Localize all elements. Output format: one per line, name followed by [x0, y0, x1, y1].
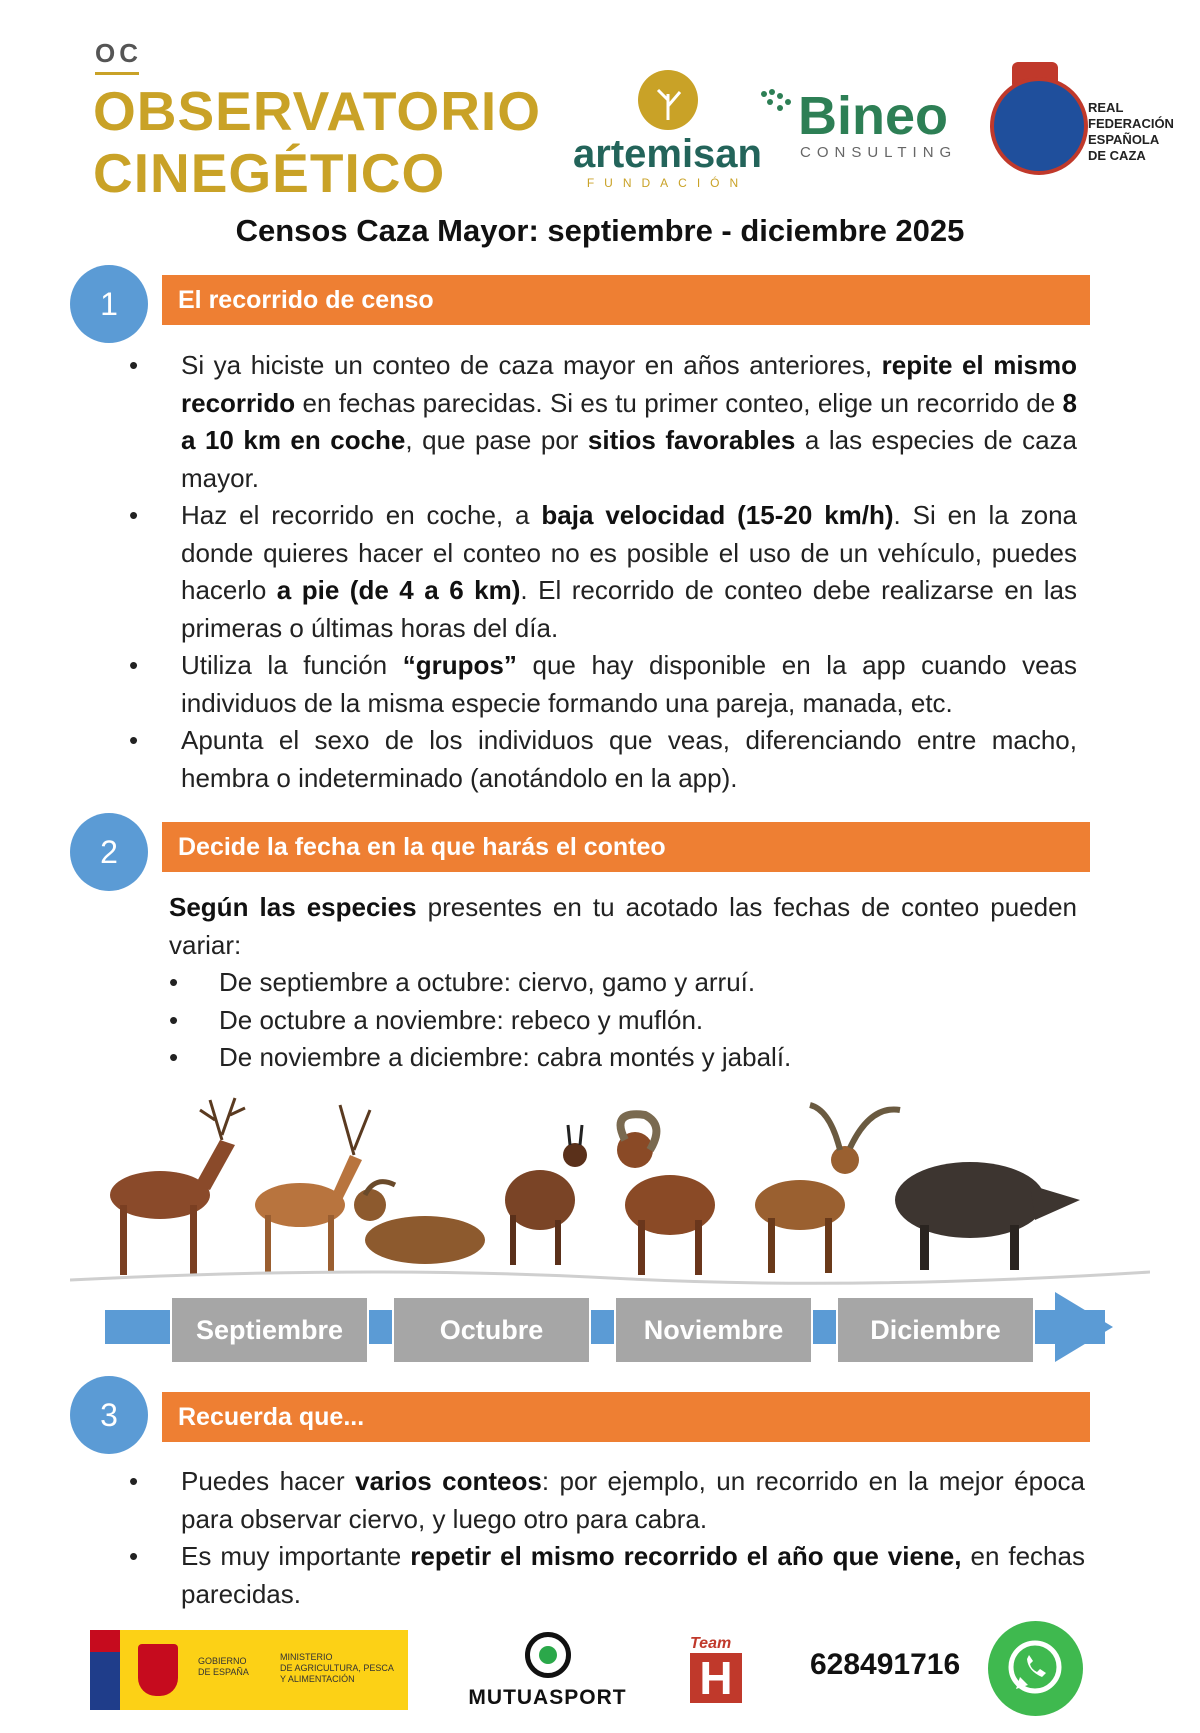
logo-line-2: CINEGÉTICO: [93, 142, 446, 204]
section-heading-2: Decide la fecha en la que harás el conteo: [162, 822, 1090, 872]
list-item: • Es muy importante repetir el mismo recorrido el año que viene, en fechas parecidas.: [181, 1538, 1085, 1613]
gobierno-espana-logo: [90, 1630, 408, 1710]
hornady-h-icon: H: [690, 1653, 742, 1703]
bullet: •: [129, 1541, 139, 1571]
mouflon-icon: [617, 1114, 715, 1275]
rfec-seal-icon: [990, 77, 1088, 175]
bullet: •: [129, 500, 139, 530]
list-item: • Haz el recorrido en coche, a baja velocidad (15-20 km/h). Si en la zona donde quieres hacer el conteo no es posible el uso de un vehículo, puedes hacerlo a pie (de 4 a 6 km). El recorrido de conteo debe realizarse en las primeras o últimas horas del día.: [181, 497, 1077, 647]
list-item: • Utiliza la función “grupos” que hay disponible en la app cuando veas individuos de la misma especie formando una pareja, manada, etc.: [181, 647, 1077, 722]
bullet: •: [129, 725, 139, 755]
section-number-2: 2: [70, 813, 148, 891]
ministerio-text: MINISTERIO DE AGRICULTURA, PESCA Y ALIMENTACIÓN: [280, 1652, 394, 1684]
section-2-body: [169, 889, 1077, 1077]
timeline-month-diciembre: Diciembre: [836, 1296, 1035, 1364]
phone-number[interactable]: 628491716: [810, 1648, 961, 1681]
logo-line-1: OBSERVATORIO: [93, 80, 541, 142]
timeline-month-octubre: Octubre: [392, 1296, 591, 1364]
rfec-line: ESPAÑOLA: [1088, 132, 1160, 147]
section-number-1: 1: [70, 265, 148, 343]
game-animals-illustration: [70, 1090, 1150, 1290]
eu-flag-icon: [90, 1630, 120, 1710]
list-item: • Puedes hacer varios conteos: por ejemplo, un recorrido en la mejor época para observar ciervo, y luego otro para cabra.: [181, 1463, 1085, 1538]
rfec-line: FEDERACIÓN: [1088, 116, 1174, 131]
bineo-logo: [770, 88, 970, 168]
hornady-logo: [690, 1635, 758, 1715]
whatsapp-icon[interactable]: [988, 1621, 1083, 1716]
bullet: •: [129, 1466, 139, 1496]
bullet: •: [129, 650, 139, 680]
wild-boar-icon: [895, 1162, 1080, 1270]
ibex-icon: [755, 1105, 900, 1273]
rfec-line: DE CAZA: [1088, 148, 1146, 163]
timeline-month-septiembre: Septiembre: [170, 1296, 369, 1364]
section-2-intro: Según las especies presentes en tu acotado las fechas de conteo pueden variar:: [169, 892, 1077, 960]
section-3-body: [129, 1463, 1085, 1613]
oc-underline: [95, 72, 139, 75]
list-item: • Si ya hiciste un conteo de caza mayor en años anteriores, repite el mismo recorrido en fechas parecidas. Si es tu primer conteo, elige un recorrido de 8 a 10 km en coche, que pase por sitios favorables a las especies de caza mayor.: [181, 347, 1077, 497]
list-item: • De septiembre a octubre: ciervo, gamo y arruí.: [219, 964, 1077, 1002]
bineo-name: Bineo: [798, 86, 949, 146]
barbary-sheep-icon: [354, 1182, 485, 1264]
fallow-deer-icon: [255, 1105, 370, 1273]
bullet: •: [169, 1004, 179, 1035]
mutuasport-logo: [465, 1632, 630, 1710]
list-item: • Apunta el sexo de los individuos que veas, diferenciando entre macho, hembra o indeterminado (anotándolo en la app).: [181, 722, 1077, 797]
observatorio-logo-text: [93, 80, 541, 204]
artemisan-subtitle: FUNDACIÓN: [586, 176, 749, 190]
timeline-month-noviembre: Noviembre: [614, 1296, 813, 1364]
hornady-team-text: Team: [690, 1635, 732, 1652]
artemisan-name: artemisan: [573, 132, 762, 176]
artemisan-leaf-icon: [638, 70, 698, 130]
rfec-name: [1088, 100, 1198, 164]
bullet: •: [129, 350, 139, 380]
section-heading-1: El recorrido de censo: [162, 275, 1090, 325]
mutuasport-target-icon: [525, 1632, 571, 1678]
red-deer-icon: [110, 1098, 245, 1275]
chamois-icon: [505, 1125, 587, 1265]
page-title: Censos Caza Mayor: septiembre - diciembre 2025: [235, 213, 965, 248]
section-number-3: 3: [70, 1376, 148, 1454]
rfec-line: REAL: [1088, 100, 1124, 115]
bineo-dots-icon: [760, 88, 800, 118]
rfec-logo: [990, 62, 1190, 177]
bullet: •: [169, 1042, 179, 1072]
list-item: • De noviembre a diciembre: cabra montés y jabalí.: [219, 1039, 1077, 1077]
list-item: • De octubre a noviembre: rebeco y muflón.: [219, 1002, 1077, 1040]
section-1-body: [129, 347, 1078, 797]
artemisan-logo: [560, 70, 775, 190]
coat-of-arms-icon: [138, 1644, 178, 1696]
bineo-subtitle: CONSULTING: [800, 144, 958, 161]
timeline-arrow-icon: [1055, 1292, 1113, 1362]
section-heading-3: Recuerda que...: [162, 1392, 1090, 1442]
bullet: •: [169, 967, 179, 997]
mutuasport-name: MUTUASPORT: [468, 1686, 627, 1709]
gobierno-text: GOBIERNO DE ESPAÑA: [198, 1656, 249, 1677]
oc-mark: OC: [95, 38, 142, 68]
